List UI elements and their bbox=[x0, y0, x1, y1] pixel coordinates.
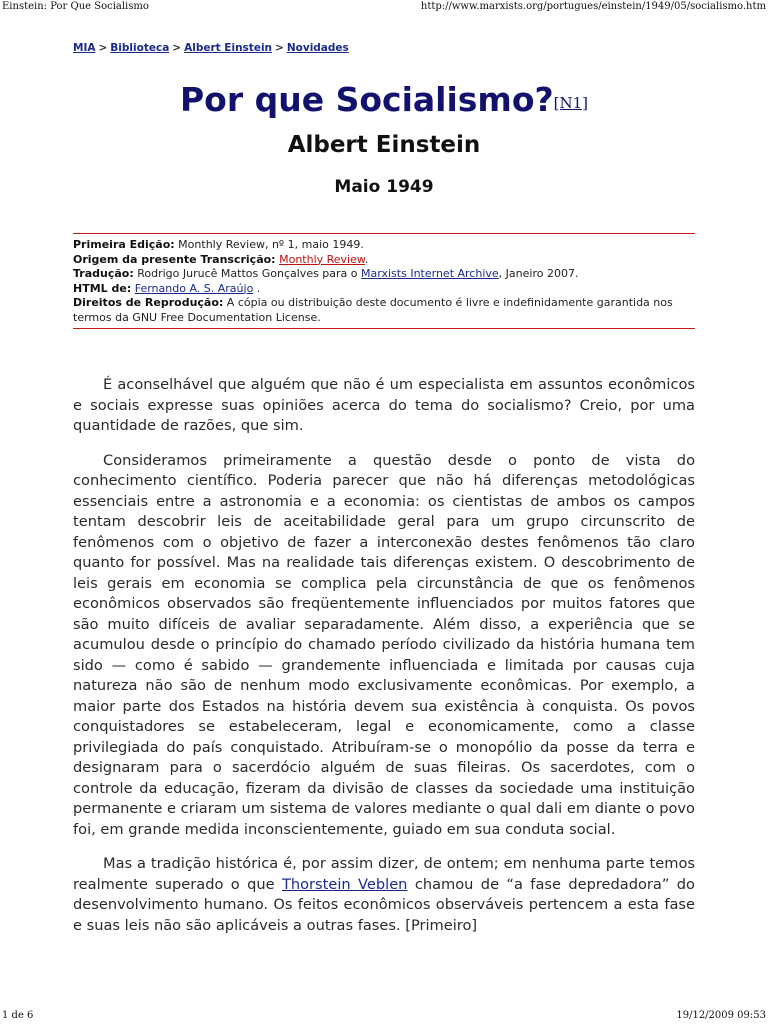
info-html bbox=[73, 282, 695, 297]
info-value: Rodrigo Jurucê Mattos Gonçalves para o bbox=[133, 267, 362, 280]
paragraph: Consideramos primeiramente a questão desde o ponto de vista do conhecimento científico. Poderia parecer que não há diferenças metodológicas essenciais entre a astronomia e a economia: os cientistas de ambos os campos tentam descobrir leis de aceitabilidade geral para um grupo circunscrito de fenômenos com o objetivo de fazer a interconexão destes fenômenos tão claro quanto for possível. Mas na realidade tais diferenças existem. O descobrimento de leis gerais em economia se complica pela circunstância de que os fenômenos econômicos observados são freqüentemente influenciados por muitos fatores que são muito difíceis de avaliar separadamente. Além disso, a experiência que se acumulou desde o princípio do chamado período civilizado da história humana tem sido — como é sabido — grandemente influenciada e limitada por causas cuja natureza não são de nenhum modo exclusivamente econômicas. Por exemplo, a maior parte dos Estados na história devem sua existência à conquista. Os povos conquistadores se estabeleceram, legal e economicamente, como a classe privilegiada do país conquistado. Atribuíram-se o monopólio da posse da terra e designaram para o sacerdócio alguém de suas fileiras. Os sacerdotes, com o controle da educação, fizeram da divisão de classes da sociedade uma instituição permanente e criaram um sistema de valores mediante o qual dali em diante o povo foi, em grande medida inconscientemente, guiado em sua conduta social. bbox=[73, 451, 695, 838]
info-label: Direitos de Reprodução: bbox=[73, 296, 224, 309]
print-header-url: http://www.marxists.org/portugues/einstein/1949/05/socialismo.htm bbox=[420, 1, 766, 12]
paragraph bbox=[73, 854, 695, 936]
monthly-review-link[interactable]: Monthly Review bbox=[279, 252, 365, 266]
paragraph: É aconselhável que alguém que não é um especialista em assuntos econômicos e sociais expresse suas opiniões acerca do tema do socialismo? Creio, por uma quantidade de razões, que sim. bbox=[73, 376, 695, 434]
footnote-ref bbox=[554, 94, 588, 112]
page-title bbox=[73, 80, 695, 120]
page-content bbox=[73, 42, 695, 950]
article-body bbox=[73, 375, 695, 936]
page-title-text: Por que Socialismo? bbox=[179, 80, 554, 119]
info-value: , Janeiro 2007. bbox=[498, 267, 579, 280]
info-label: Primeira Edição: bbox=[73, 238, 175, 251]
print-header-title: Einstein: Por Que Socialismo bbox=[2, 1, 149, 12]
info-label: Origem da presente Transcrição: bbox=[73, 252, 276, 266]
breadcrumb-link-albert-einstein[interactable]: Albert Einstein bbox=[184, 42, 273, 54]
paragraph-text: chamou de “a fase depredadora” do desenvolvimento humano. Os feitos econômicos observáveis pertencem a esta fase e suas leis não são aplicáveis a outras fases. [Primeiro] bbox=[73, 875, 695, 934]
info-value: . bbox=[253, 281, 261, 295]
breadcrumb-separator: > bbox=[98, 42, 108, 54]
info-rights bbox=[73, 296, 695, 325]
info-label: HTML de: bbox=[73, 281, 132, 295]
thorstein-veblen-link[interactable]: Thorstein Veblen bbox=[281, 875, 408, 893]
breadcrumb-separator: > bbox=[172, 42, 182, 54]
info-translation bbox=[73, 267, 695, 282]
info-value: A cópia ou distribuição deste documento é livre e indefinidamente garantida nos termos da GNU Free Documentation License. bbox=[73, 296, 673, 324]
page-number: 1 de 6 bbox=[2, 1010, 34, 1021]
print-timestamp: 19/12/2009 09:53 bbox=[676, 1010, 766, 1021]
print-footer bbox=[0, 1008, 768, 1024]
marxists-internet-archive-link[interactable]: Marxists Internet Archive bbox=[361, 267, 499, 280]
info-origin bbox=[73, 253, 695, 268]
info-value: Monthly Review, nº 1, maio 1949. bbox=[174, 238, 364, 251]
paragraph-text: Mas a tradição histórica é, por assim dizer, de ontem; em nenhuma parte temos realmente superado o que bbox=[73, 855, 695, 893]
info-first-edition bbox=[73, 238, 695, 253]
info-value: . bbox=[364, 252, 369, 266]
print-header bbox=[0, 0, 768, 14]
breadcrumb-link-biblioteca[interactable]: Biblioteca bbox=[110, 42, 170, 54]
breadcrumb-link-novidades[interactable]: Novidades bbox=[286, 42, 349, 54]
html-author-link[interactable]: Fernando A. S. Araújo bbox=[134, 281, 254, 295]
footnote-link-n1[interactable]: [N1] bbox=[553, 94, 589, 112]
info-label: Tradução: bbox=[73, 267, 134, 280]
breadcrumb-separator: > bbox=[275, 42, 284, 54]
breadcrumb bbox=[73, 42, 695, 54]
publication-date: Maio 1949 bbox=[334, 177, 434, 197]
breadcrumb-link-mia[interactable]: MIA bbox=[73, 42, 96, 54]
document-info-box bbox=[73, 233, 695, 329]
author-name: Albert Einstein bbox=[287, 132, 481, 158]
